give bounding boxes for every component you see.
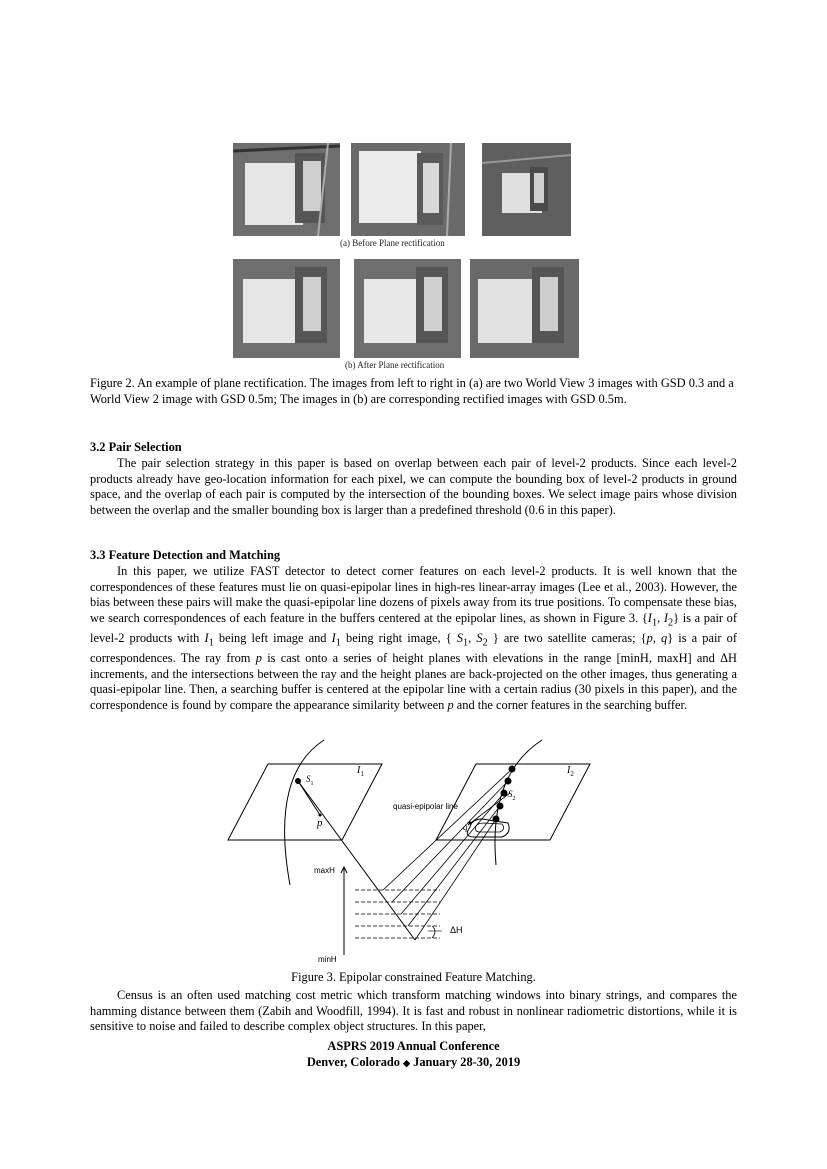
diamond-bullet-icon: ◆ [403, 1058, 411, 1068]
q-point [469, 822, 472, 825]
epipolar-diagram [220, 735, 620, 965]
census-paragraph: Census is an often used matching cost metric which transform matching windows into binary strings, and compares the hamming distance between them (Zabih and Woodfill, 1994). It is fast and robust in nonlinear radiometric distortions, while it is sensitive to noise and failed to describe complex object structures. In this paper, [90, 988, 737, 1034]
section-3-3-heading: 3.3 Feature Detection and Matching [90, 548, 281, 562]
label-S2: $S_2$ [508, 789, 516, 802]
label-delta-H: ΔH [450, 925, 463, 935]
label-I1: $I_1$ [357, 765, 364, 778]
satellite-image-a1 [233, 143, 340, 236]
section-3-3-body: In this paper, we utilize FAST detector to detect corner features on each level-2 products. It is well known that the correspondences of these features must lie on quasi-epipolar lines in high-res linear-array images (Lee et al., 2003). However, the bias between these pairs will make the quasi-epipolar line dozens of pixels away from its true positions. To compensate these bias, we search correspondences of each feature in the buffers centered at the epipolar lines, as shown in Figure 3. {$I_1$, $I_2$} is a pair of level-2 products with $I_1$ being left image and $I_1$ being right image, { $S_1$, $S_2$ } are two satellite cameras; {p, q} is a pair of correspondences. The ray from p is cast onto a series of height planes with elevations in the range [minH, maxH] and ΔH increments, and the intersections between the ray and the height planes are back-projected on the other images, thus generating a quasi-epipolar line. Then, a searching buffer is centered at the epipolar line with a certain radius (30 pixels in this paper), and the correspondence is found by compare the appearance similarity between p and the corner features in the searching buffer. [90, 564, 737, 712]
section-3-2-body: The pair selection strategy in this paper is based on overlap between each pair of level-2 products. Since each level-2 products already have geo-location information for each pixel, we can compute the bounding box of level-2 products in ground space, and the overlap of each pair is computed by the intersection of the bounding boxes. We select image pairs whose division between the overlap and the smaller bounding box is larger than a predefined threshold (0.6 in this paper). [90, 456, 737, 517]
footer-line-2: Denver, Colorado ◆ January 28-30, 2019 [306, 1055, 521, 1069]
satellite-image-a3 [482, 143, 571, 236]
figure-2b-label: (b) After Plane rectification [345, 360, 445, 370]
label-maxH: maxH [314, 866, 335, 875]
right-orbit-arc [495, 740, 542, 865]
satellite-image-b3 [470, 259, 579, 358]
satellite-image-b2 [354, 259, 461, 358]
label-minH: minH [318, 955, 337, 964]
figure-2a-label: (a) Before Plane rectification [340, 238, 445, 248]
satellite-image-a2 [351, 143, 465, 236]
figure-3-caption: Figure 3. Epipolar constrained Feature Matching. [291, 970, 536, 984]
label-I2: $I_2$ [567, 765, 574, 778]
satellite-image-b1 [233, 259, 340, 358]
section-3-2-heading: 3.2 Pair Selection [90, 440, 182, 454]
footer-line-1: ASPRS 2019 Annual Conference [327, 1039, 500, 1053]
label-quasi-epipolar-line: quasi-epipolar line [393, 802, 458, 811]
label-q: q [463, 822, 468, 832]
label-S1: $S_1$ [306, 774, 314, 787]
label-p: p [317, 817, 323, 829]
figure-2-caption: Figure 2. An example of plane rectification. The images from left to right in (a) are two World View 3 images with GSD 0.3 and a World View 2 image with GSD 0.5m; The images in (b) are corresponding rectified images with GSD 0.5m. [90, 376, 734, 406]
